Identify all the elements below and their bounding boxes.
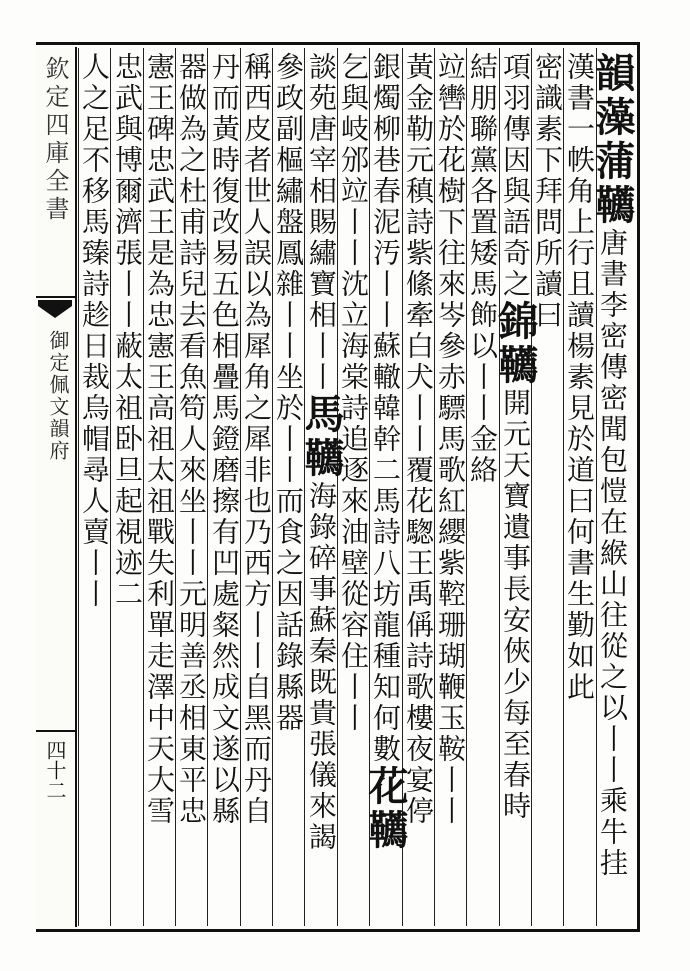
text-run: 銀燭柳巷春泥汚 <box>369 52 402 269</box>
text-run: 漢書一帙角上行且讀楊素見於道曰何書生勤如此 <box>563 52 596 703</box>
text-run: 稱西皮者世人誤以為犀角之犀非也乃西方 <box>240 52 273 610</box>
text-column <box>141 52 177 827</box>
text-column <box>400 52 436 827</box>
text-run: 參政副樞繡盤鳳雜 <box>272 52 305 300</box>
text-run: 竝轡於花樹下往來 <box>434 52 467 300</box>
text-run: 憲王碑忠武王是為忠憲王高祖太祖戰失利單走澤中天大雪 <box>143 52 176 827</box>
text-run: 丨丨 <box>369 269 402 331</box>
text-run: 金絡 <box>466 424 499 486</box>
text-column <box>270 52 306 734</box>
text-run: 沈立海棠詩追逐來油壁從容住 <box>337 269 370 672</box>
text-run: 丨丨 <box>240 610 273 672</box>
text-run: 岑參赤驃馬歌紅纓紫鞚珊瑚鞭玉鞍 <box>434 300 467 765</box>
text-run: 蔽太祖卧旦起視迹二 <box>111 331 144 610</box>
text-run: 丨丨 <box>434 765 467 827</box>
text-run: 人之足不移馬臻詩趁日裁烏帽尋人賣 <box>78 52 111 548</box>
text-run: 丨丨 <box>337 207 370 269</box>
text-column <box>464 52 500 486</box>
text-run: 結朋聯黨各置矮馬飾以 <box>466 52 499 362</box>
text-column <box>76 52 112 610</box>
text-column <box>238 52 274 827</box>
text-run: 自黑而丹自 <box>240 672 273 827</box>
text-column <box>561 52 597 703</box>
text-run: 坐於 <box>272 362 305 424</box>
text-column <box>529 52 565 331</box>
text-run: 元明善丞相東平忠 <box>175 579 208 827</box>
spine-rule-bottom <box>36 730 75 732</box>
text-run: 海錄碎事蘇秦既貴張儀來謁 <box>305 481 338 853</box>
text-column <box>109 52 145 610</box>
text-run: 蘇轍韓幹二馬詩八坊龍種知何數 <box>369 331 402 765</box>
text-run: 丨丨 <box>272 424 305 486</box>
text-run: 丹而黃時復改易五色相疊馬鐙磨擦有凹處粲然成文遂以縣 <box>208 52 241 827</box>
text-run: 器做為之杜甫詩兒去看魚笱人來坐 <box>175 52 208 517</box>
text-column <box>362 52 409 853</box>
book-title: 御定佩文韻府 <box>46 330 70 462</box>
text-run: 乞與岐邠竝 <box>337 52 370 207</box>
text-run: 丨丨 <box>78 548 111 610</box>
text-run: 黃金勒元稹詩紫絛牽白犬 <box>402 52 435 393</box>
text-run: 丨丨 <box>305 331 338 393</box>
text-column <box>432 52 468 827</box>
text-run: 忠武與博爾濟張 <box>111 52 144 269</box>
text-run: 丨丨 <box>111 269 144 331</box>
text-run: 乘牛挂 <box>596 786 629 879</box>
spine-rule-top <box>36 296 75 298</box>
text-run: 丨丨 <box>272 300 305 362</box>
text-run: 丨丨 <box>466 362 499 424</box>
text-column <box>173 52 209 827</box>
text-run: 丨丨 <box>596 724 629 786</box>
page-number: 四十二 <box>43 740 67 800</box>
headword: 花韉 <box>362 765 409 853</box>
text-run: 丨丨 <box>175 517 208 579</box>
text-run: 密識素下拜問所讀曰 <box>531 52 564 331</box>
headword: 馬韉 <box>298 393 345 481</box>
text-run: 唐書李密傳密聞包愷在緱山往從之以 <box>596 228 629 724</box>
text-run: 丨丨 <box>402 393 435 455</box>
text-column <box>206 52 242 827</box>
library-title: 欽定四庫全書 <box>41 56 69 224</box>
text-column <box>589 52 636 879</box>
text-run: 開元天寶遺事長安俠少每至春時 <box>499 388 532 822</box>
text-column <box>492 52 539 822</box>
headword: 蒲韉 <box>589 140 636 228</box>
text-run: 談苑唐宰相賜繡寶相 <box>305 52 338 331</box>
text-run: 覆花騘王禹偁詩歌樓夜宴停 <box>402 455 435 827</box>
text-column <box>298 52 345 853</box>
headword: 韻藻 <box>589 52 636 140</box>
fish-tail-mark <box>38 300 72 320</box>
text-run: 丨丨 <box>337 672 370 734</box>
headword: 錦韉 <box>492 300 539 388</box>
text-run: 項羽傳因與語奇之 <box>499 52 532 300</box>
text-run: 而食之因話錄縣器 <box>272 486 305 734</box>
